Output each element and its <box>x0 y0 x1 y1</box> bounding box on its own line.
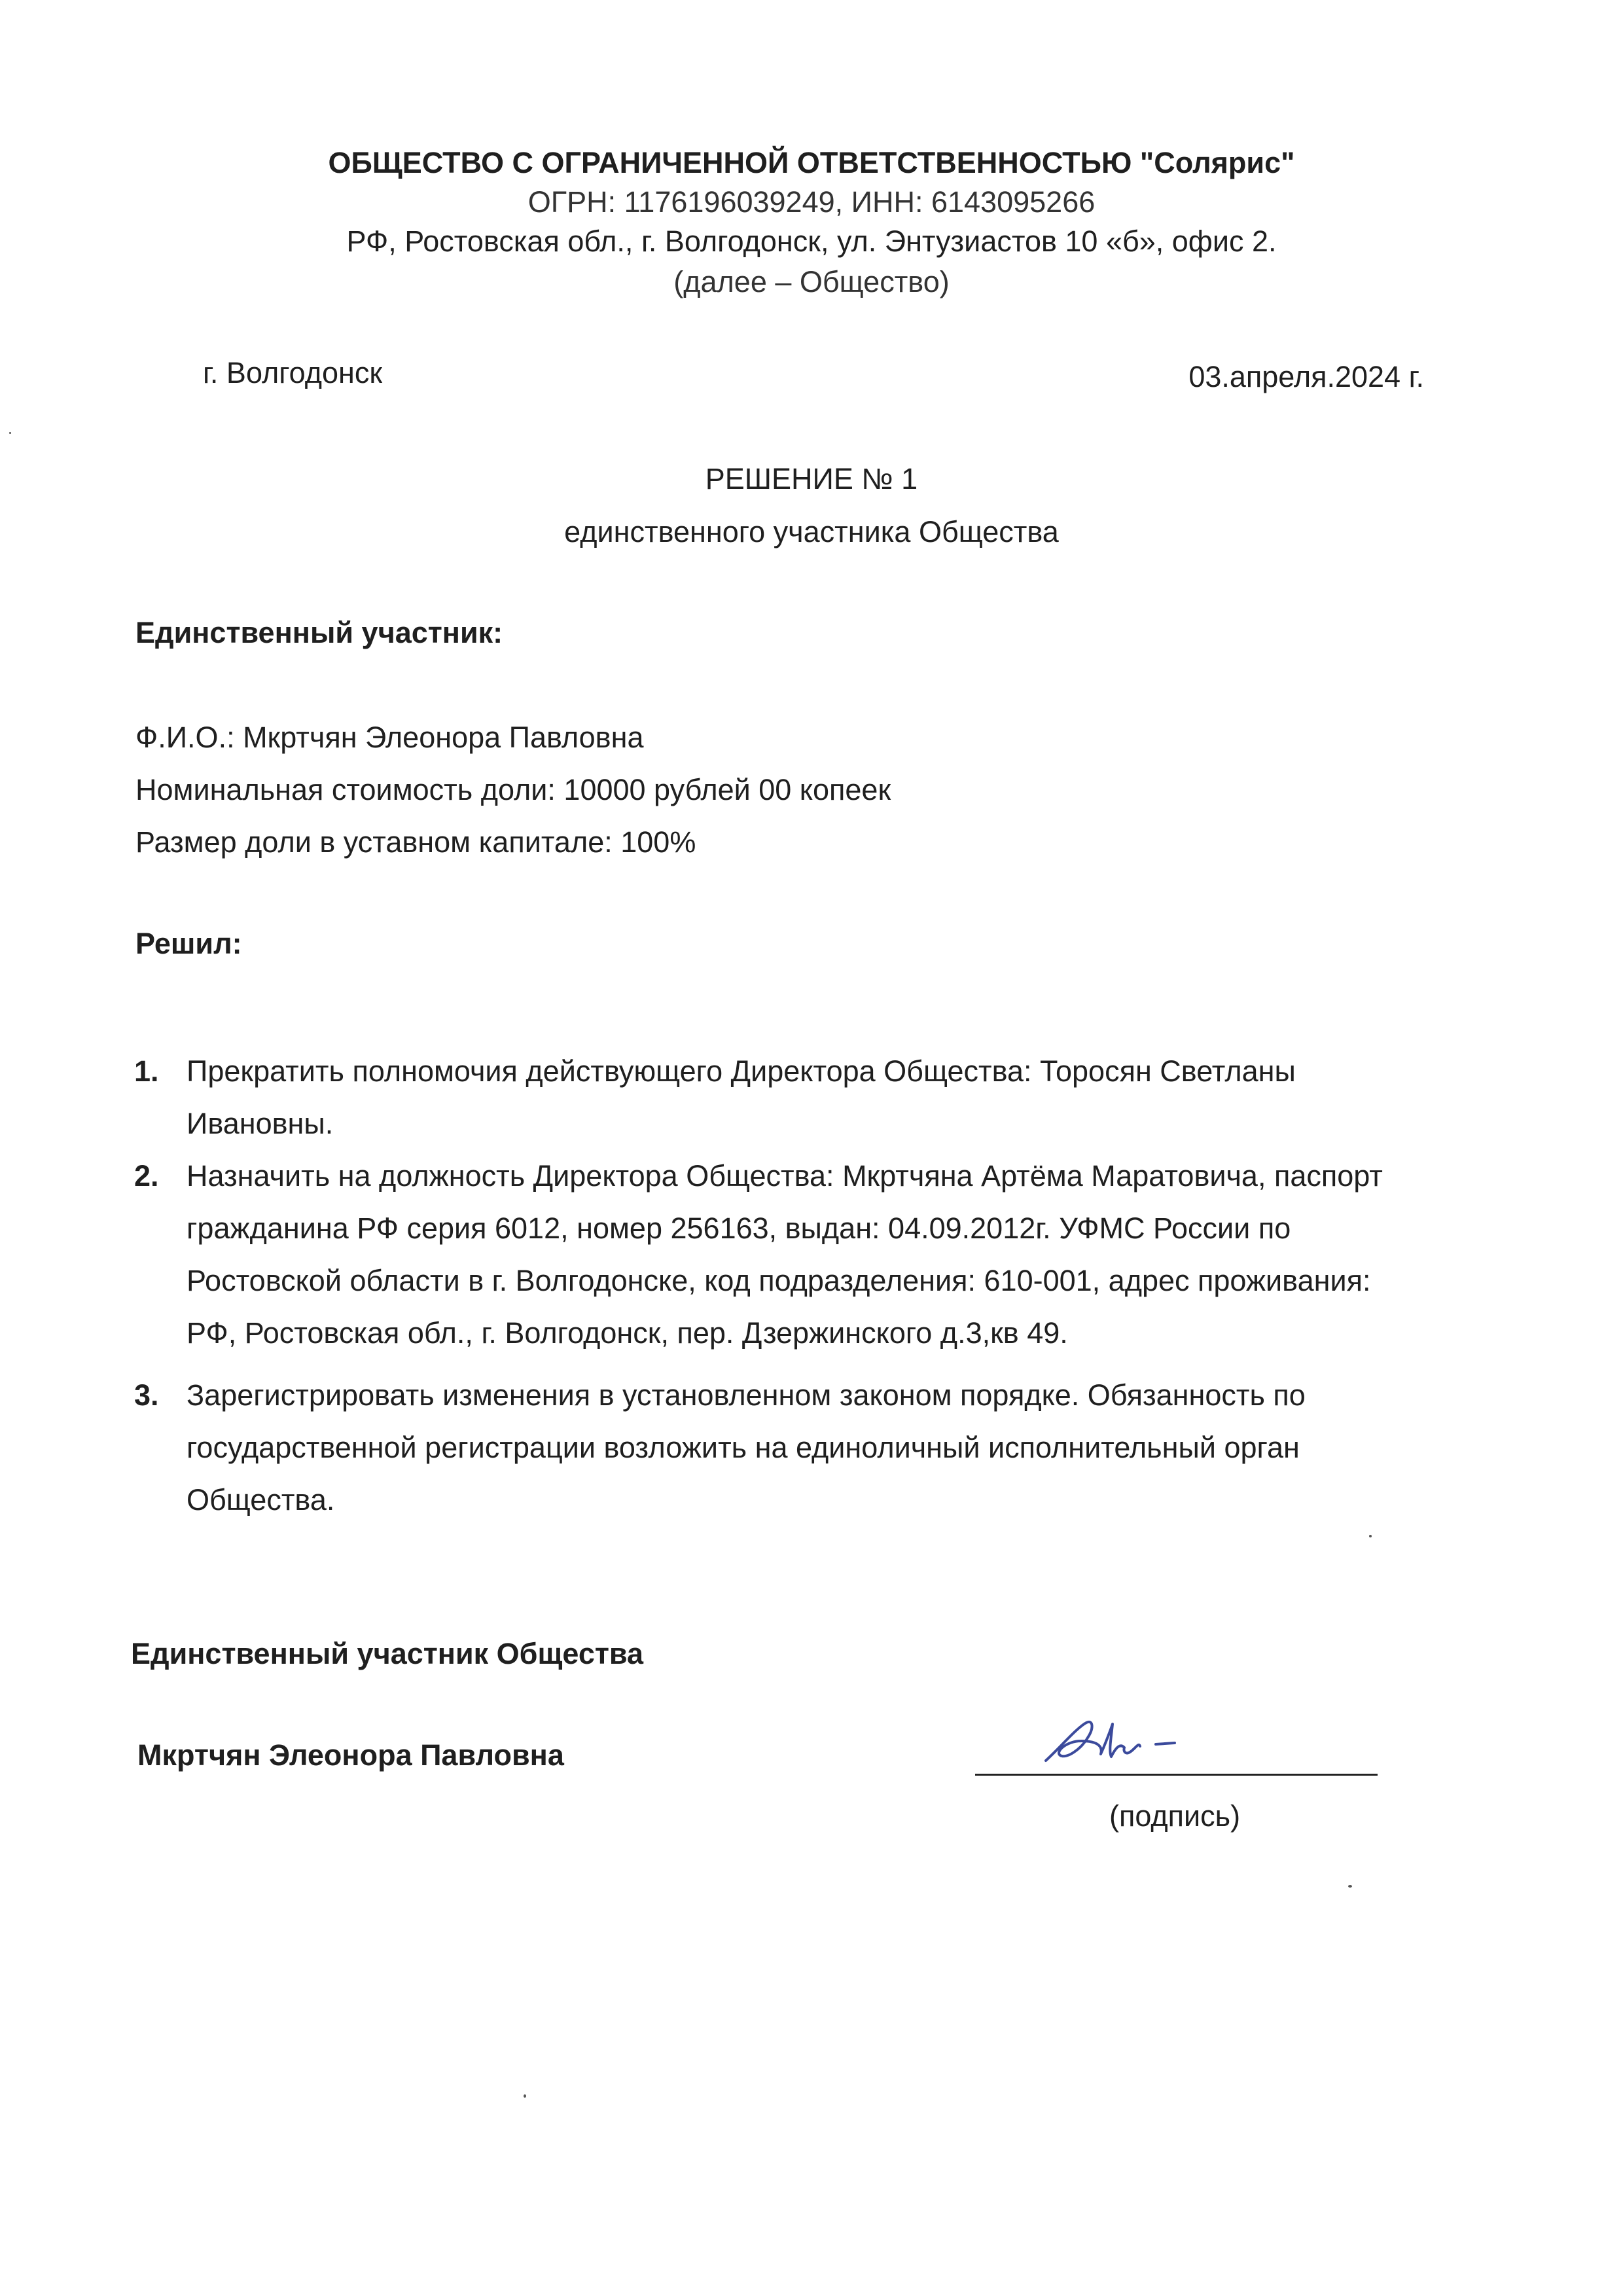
decision-item-number: 3. <box>134 1378 159 1412</box>
signer-role: Единственный участник Общества <box>131 1637 644 1670</box>
decision-item-number: 1. <box>134 1054 159 1088</box>
participant-share: Размер доли в уставном капитале: 100% <box>135 825 696 859</box>
signature-caption: (подпись) <box>1109 1799 1241 1833</box>
scan-speck <box>1369 1535 1372 1537</box>
decision-item-line: Ивановны. <box>187 1107 334 1140</box>
scan-speck <box>9 432 11 434</box>
scan-speck <box>1348 1885 1352 1888</box>
decision-item-line: государственной регистрации возложить на единоличный исполнительный орган <box>187 1431 1300 1464</box>
document-title: РЕШЕНИЕ № 1 <box>705 462 918 495</box>
document-place: г. Волгодонск <box>203 356 383 389</box>
participant-nominal: Номинальная стоимость доли: 10000 рублей 00 копеек <box>135 773 891 806</box>
participant-heading: Единственный участник: <box>135 616 503 649</box>
decision-item-line: Ростовской области в г. Волгодонске, код подразделения: 610-001, адрес проживания: <box>187 1264 1371 1297</box>
company-name: ОБЩЕСТВО С ОГРАНИЧЕННОЙ ОТВЕТСТВЕННОСТЬЮ "Солярис" <box>328 146 1295 179</box>
decision-item-line: Общества. <box>187 1483 335 1516</box>
document-subtitle: единственного участника Общества <box>564 515 1059 548</box>
participant-fio: Ф.И.О.: Мкртчян Элеонора Павловна <box>135 721 644 754</box>
scan-speck <box>524 2094 526 2098</box>
decision-item-line: РФ, Ростовская обл., г. Волгодонск, пер. Дзержинского д.3,кв 49. <box>187 1316 1068 1350</box>
decision-heading: Решил: <box>135 927 242 960</box>
decision-item-text <box>187 1150 1456 1359</box>
decision-item-number: 2. <box>134 1159 159 1193</box>
document-date: 03.апреля.2024 г. <box>1188 360 1424 393</box>
decision-item-text <box>187 1045 1456 1150</box>
decision-item-text <box>187 1369 1456 1526</box>
decision-item-line: Назначить на должность Директора Общества: Мкртчяна Артёма Маратовича, паспорт <box>187 1159 1383 1193</box>
company-alias: (далее – Общество) <box>673 265 950 298</box>
signature-line <box>975 1774 1378 1776</box>
decision-item-line: гражданина РФ серия 6012, номер 256163, выдан: 04.09.2012г. УФМС России по <box>187 1211 1291 1245</box>
company-address: РФ, Ростовская обл., г. Волгодонск, ул. Энтузиастов 10 «б», офис 2. <box>346 224 1277 258</box>
signer-name: Мкртчян Элеонора Павловна <box>137 1738 564 1772</box>
company-registration: ОГРН: 1176196039249, ИНН: 6143095266 <box>527 185 1096 219</box>
handwritten-signature <box>1041 1708 1191 1780</box>
decision-item-line: Прекратить полномочия действующего Директора Общества: Торосян Светланы <box>187 1054 1296 1088</box>
decision-item-line: Зарегистрировать изменения в установленном законом порядке. Обязанность по <box>187 1378 1306 1412</box>
